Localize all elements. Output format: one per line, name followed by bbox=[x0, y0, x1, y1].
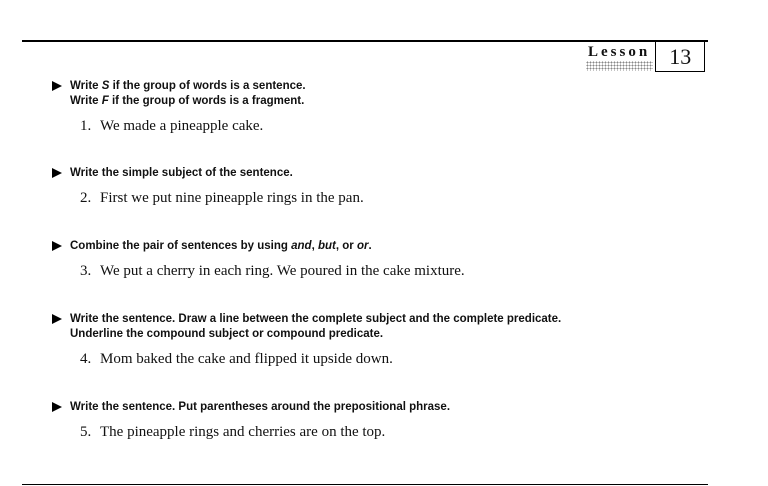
lesson-header bbox=[586, 42, 705, 72]
bullet-triangle-icon bbox=[52, 314, 62, 324]
exercise-section-2 bbox=[52, 166, 364, 207]
bullet-triangle-icon bbox=[52, 241, 62, 251]
instruction-5: Write the sentence. Put parentheses around the prepositional phrase. bbox=[52, 400, 450, 415]
dot-pattern bbox=[586, 61, 653, 71]
exercise-item-2: 2. First we put nine pineapple rings in the pan. bbox=[80, 190, 364, 206]
exercise-item-3: 3. We put a cherry in each ring. We poured in the cake mixture. bbox=[80, 263, 465, 279]
bullet-triangle-icon bbox=[52, 402, 62, 412]
instruction-2: Write the simple subject of the sentence. bbox=[52, 166, 364, 181]
instruction-1: Write S if the group of words is a sentence. Write F if the group of words is a fragment. bbox=[52, 79, 306, 109]
exercise-item-1: 1. We made a pineapple cake. bbox=[80, 118, 264, 134]
instruction-3: Combine the pair of sentences by using and, but, or or. bbox=[52, 239, 465, 254]
exercise-item-4: 4. Mom baked the cake and flipped it upside down. bbox=[80, 351, 393, 367]
exercise-section-5 bbox=[52, 400, 450, 441]
exercise-section-3 bbox=[52, 239, 465, 280]
exercise-section-4 bbox=[52, 312, 561, 368]
lesson-number: 13 bbox=[655, 42, 705, 72]
instruction-4: Write the sentence. Draw a line between the complete subject and the complete predicate. Underline the compound subject or compound predicate. bbox=[52, 312, 561, 342]
exercise-item-5: 5. The pineapple rings and cherries are on the top. bbox=[80, 424, 386, 440]
bullet-triangle-icon bbox=[52, 168, 62, 178]
bullet-triangle-icon bbox=[52, 81, 62, 91]
lesson-label: Lesson bbox=[586, 42, 653, 72]
exercise-section-1 bbox=[52, 79, 306, 135]
bottom-rule bbox=[22, 484, 708, 485]
